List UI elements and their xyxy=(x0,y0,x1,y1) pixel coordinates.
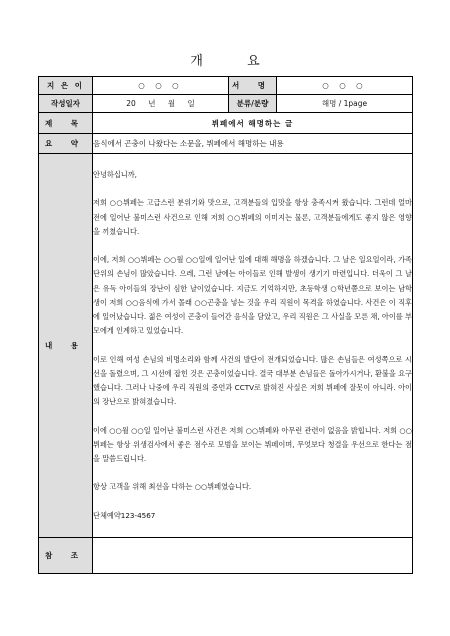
author-row xyxy=(39,77,413,95)
date-label: 작성일자 xyxy=(39,95,93,113)
content-paragraph: 저희 ○○뷔페는 고급스런 분위기와 맛으로, 고객분들의 입맛을 항상 충족시켜 왔습니다. 그런데 얼마 전에 일어난 불미스런 사건으로 인해 저희 ○○뷔페의 이미지는 물론, 고객분들에게도 좋지 않은 영향을 끼쳤습니다. xyxy=(93,198,412,236)
overview-form xyxy=(38,76,413,574)
content-paragraph: 이에 ○○월 ○○일 일어난 불미스런 사건은 저희 ○○뷔페와 아무런 관련이 없음을 밝힙니다. 저희 ○○뷔페는 항상 위생검사에서 좋은 점수로 모범을 보이는 뷔페이며, 무엇보다 청결을 우선으로 한다는 점을 말씀드립니다. xyxy=(93,425,412,463)
summary-label: 요 약 xyxy=(39,134,93,154)
content-paragraph: 이에, 저희 ○○뷔페는 ○○월 ○○일에 일어난 일에 대해 해명을 하겠습니다. 그 날은 일요일이라, 가족단위의 손님이 많았습니다. 으레, 그런 날에는 아이들로 인해 발생이 생기기 마련입니다. 더욱이 그 날은 유독 아이들의 장난이 심한 날이었습니다. 지금도 기억하지만, 초등학생 ○학년쯤으로 보이는 남학생이 저희 ○○음식에 가서 몰래 ○○곤충을 넣는 것을 우리 직원이 목격을 하였습니다. 사건은 이 직후에 일어났습니다. 젊은 여성이 곤충이 들어간 음식을 담았고, 우리 직원은 그 사실을 모른 채, 아이를 부모에게 인계하고 있었습니다. xyxy=(93,255,412,336)
category-value: 해명 / 1page xyxy=(277,95,413,113)
summary-value: 음식에서 곤충이 나왔다는 소문을, 뷔페에서 해명하는 내용 xyxy=(93,134,413,154)
content-row xyxy=(39,154,413,538)
content-paragraph: 이로 인해 여성 손님의 비명소리와 함께 사건의 발단이 전개되었습니다. 많은 손님들은 여성쪽으로 시선을 돌렸으며, 그 시선에 잡힌 것은 곤충이었습니다. 결국 대부분 손님들은 돌아가시거나, 환불을 요구했습니다. 그러나 나중에 우리 직원의 증언과 CCTV로 밝혀진 사실은 저희 뷔페에 잘못이 아니라. 아이의 장난으로 밝혀졌습니다. xyxy=(93,354,412,407)
category-label: 분류/분량 xyxy=(229,95,277,113)
signature-value: ○ ○ ○ xyxy=(277,77,413,95)
content-paragraph: 항상 고객을 위해 최선을 다하는 ○○뷔페였습니다. xyxy=(93,482,252,492)
reference-row xyxy=(39,538,413,574)
author-label: 지 은 이 xyxy=(39,77,93,95)
date-row xyxy=(39,95,413,113)
content-paragraph: 단체예약123-4567 xyxy=(93,510,156,520)
subject-row xyxy=(39,113,413,134)
summary-row xyxy=(39,134,413,154)
author-value: ○ ○ ○ xyxy=(93,77,229,95)
reference-label: 참 조 xyxy=(39,538,93,574)
signature-label: 서 명 xyxy=(229,77,277,95)
reference-value xyxy=(93,538,413,574)
document-title: 개 요 xyxy=(190,54,280,69)
subject-label: 제 목 xyxy=(39,113,93,134)
content-paragraph: 안녕하십니까, xyxy=(93,170,137,179)
content-label: 내 용 xyxy=(39,154,93,538)
date-value: 20 년 월 일 xyxy=(93,95,229,113)
content-body xyxy=(93,154,413,538)
subject-value: 뷔페에서 해명하는 글 xyxy=(93,113,413,134)
